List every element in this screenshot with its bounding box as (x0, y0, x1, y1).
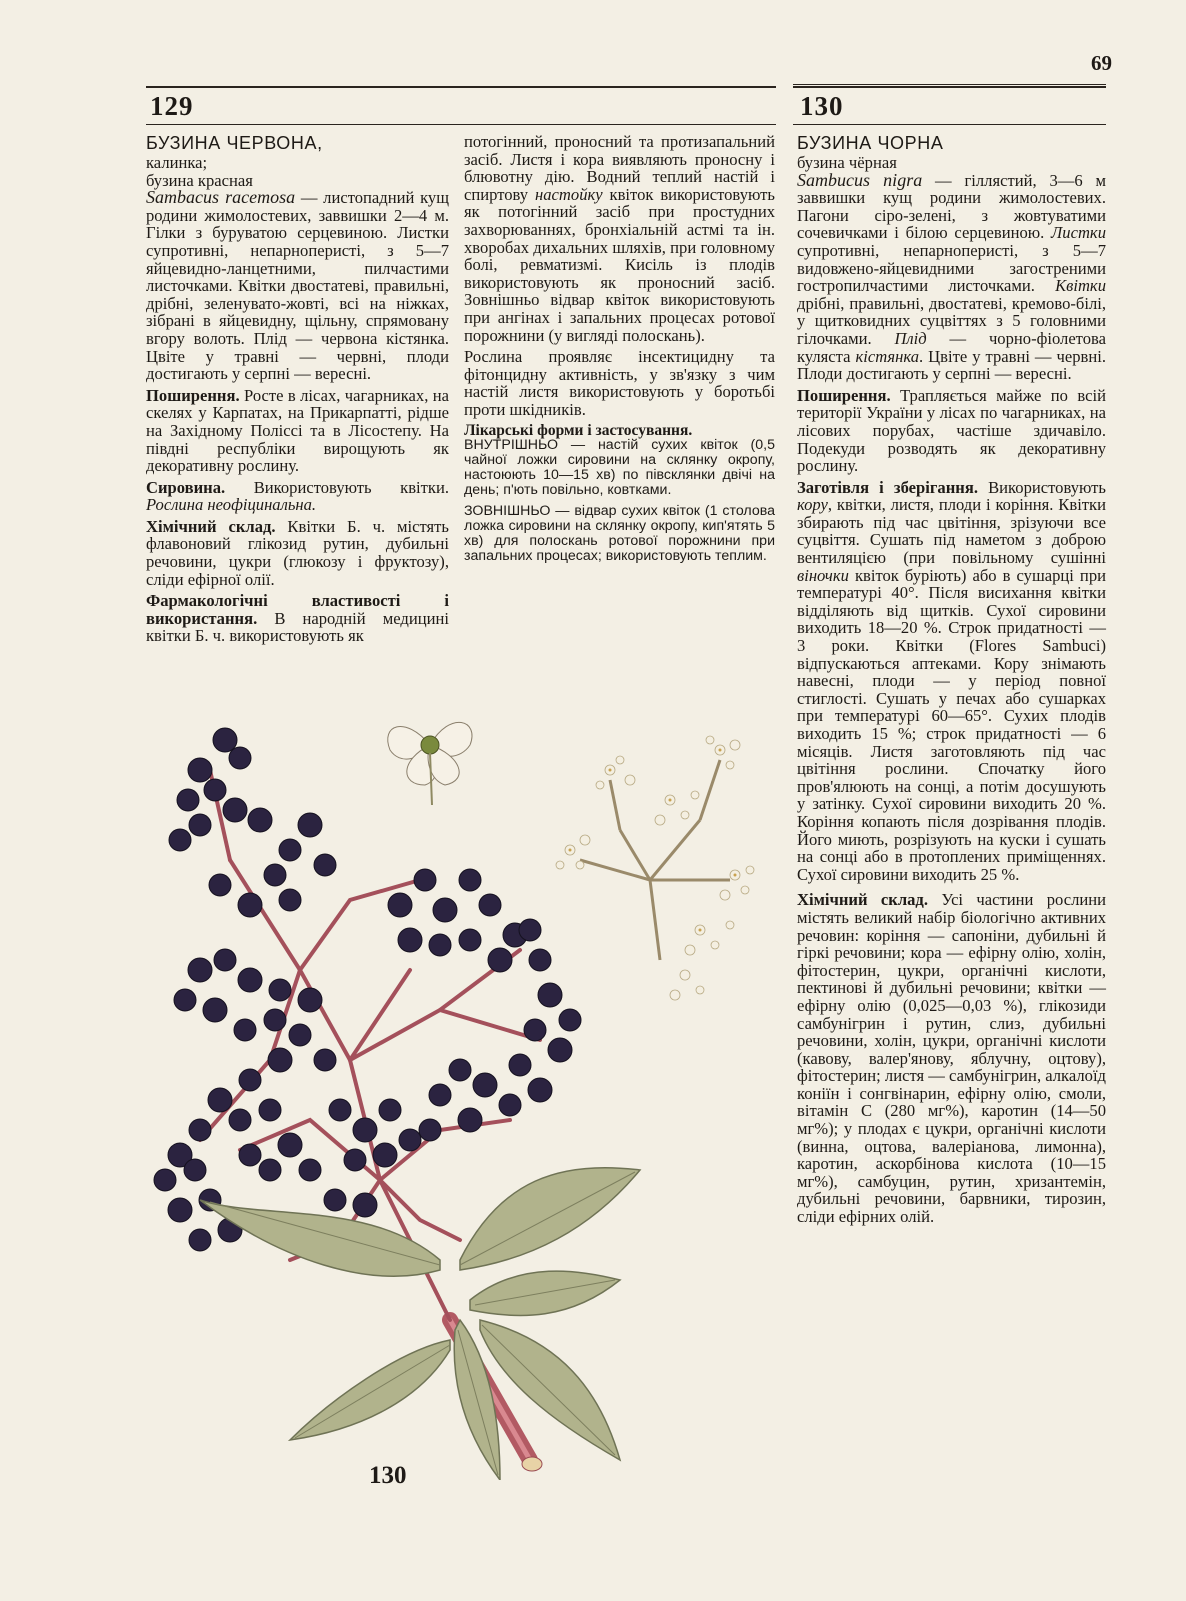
bark-word: кору (797, 495, 828, 515)
description: — чорно-фіолетова куляста (797, 328, 1106, 366)
header-rule-right (793, 86, 1106, 88)
section-rule-left (146, 124, 776, 125)
harvest-text: квіток буріють) або в сушарці при температурі 40°. Після висихання квітки відділяють від щитків. Сухої сировини виходить 18—20 %. Строк придатності — 3 роки. Квітки (Flores Sambuci) відпускаються аптеками. Кору знімають навесні, плоди — у період повної стиглості. Сушать у печах або сушарках при температурі 60—65°. Сухих плодів виходить 15 %; строк придатності — 6 місяців. Листя заготовляють під час цвітіння рослини. Спочатку його пров'ялюють на сонці, а потім досушують у затінку. Сухої сировини виходить 20 %. Коріння копають після дозрівання плодів. Його миють, розрізують на куски і сушать на сонці або в протоплених приміщеннях. Сухої сировини виходить 25 %. (797, 565, 1106, 884)
fruit-word: кістянка (855, 346, 920, 366)
raw-label: Сировина. (146, 477, 226, 497)
external-text: — відвар сухих квіток (1 столова ложка сировини на склянку окропу, кип'ятять 5 хв) для полоскань ротової порожнини при запальних процесах; використовують теплим. (464, 502, 775, 564)
corolla-word: віночки (797, 565, 849, 585)
usage-text: потогінний, проносний та протизапальний засіб. Листя і кора виявляють проносну і блювотну дію. Водний теплий настій і спиртову (464, 132, 775, 204)
raw-text: Використовують квітки. (225, 477, 449, 497)
enlarged-flower (388, 722, 472, 805)
column-left (146, 133, 449, 645)
spread-text: Росте в лісах, чагарниках, на скелях у Карпатах, на Прикарпатті, рідше на Західному Поліссі та в Лісостепу. На півдні республіки вирощують як декоративну рослину. (146, 385, 449, 476)
elderberry-illustration (140, 700, 780, 1480)
flower-cluster (556, 736, 754, 1000)
synonym: бузина красная (146, 170, 253, 190)
usage-text-cont: квіток використовують як потогінний засіб при простудних захворюваннях, бронхіальній астмі та ін. хворобах дихальних шляхів, при головному болі, ревматизмі. Кисіль із плодів використовують як проносний засіб. Зовнішньо відвар квіток використовують при ангінах і запальних процесах ротової порожнини (у вигляді полоскань). (464, 184, 775, 345)
forms-heading: Лікарські форми і застосування. (464, 421, 693, 439)
description: . Цвіте у травні — червні. Плоди достигають у серпні — вересні. (797, 346, 1106, 384)
harvest-label: Заготівля і зберігання. (797, 477, 978, 497)
latin-dash: — (295, 188, 318, 208)
external-label: ЗОВНІШНЬО (464, 502, 551, 519)
entry-title: БУЗИНА ЧОРНА (797, 133, 944, 153)
harvest-text: , квітки, листя, плоди і коріння. Квітки збирають під час цвітіння, зрізуючи все суцвіття. Сушать під наметом з доброю вентиляцією (при повільному сушінні (797, 495, 1106, 568)
leaves-label: Листки (1051, 223, 1106, 243)
description: дрібні, правильні, двостатеві, кремово-білі, у щитковидних суцвіттях з 5 головними гілочками. (797, 293, 1106, 348)
latin-dash: — (922, 170, 952, 190)
spread-label: Поширення. (146, 385, 240, 405)
leaves (200, 1168, 640, 1480)
entry-title: БУЗИНА ЧЕРВОНА, (146, 133, 323, 153)
fruit-label: Плід (894, 328, 927, 348)
internal-text: — настій сухих квіток (0,5 чайної ложки сировини на склянку окропу, настоюють 10—15 хв) по півсклянки двічі на день; п'ють повільно, ковтками. (464, 436, 775, 498)
raw-note: Рослина неофіцинальна. (146, 495, 317, 515)
column-middle (464, 133, 775, 564)
description: гіллястий, 3—6 м заввишки кущ родини жимолостевих. Пагони сіро-зелені, з жовтуватими сочевичками і білою серцевиною. (797, 170, 1106, 243)
internal-label: ВНУТРІШНЬО (464, 436, 559, 453)
insecticide-text: Рослина проявляє інсектицидну та фітонцидну активність, у зв'язку з чим настій листя використовують у боротьбі проти шкідників. (464, 347, 775, 419)
tincture-word: настойку (535, 184, 603, 204)
harvest-text: Використовують (977, 477, 1107, 497)
page-number: 69 (1091, 51, 1112, 75)
synonym: бузина чёрная (797, 153, 897, 172)
description: листопадний кущ родини жимолостевих, заввишки 2—4 м. Гілки з буруватою серцевиною. Листки супротивні, непарноперисті, з 5—7 яйцевидно-ланцетними, пилчастими листочками. Квітки двостатеві, правильні, дрібні, зеленувато-жовті, всі на ніжках, зібрані в яйцевидну, щільну, спрямовану вгору волоть. Плід — червона кістянка. Цвіте у травні — червні, плоди достигають у серпні — вересні. (146, 188, 449, 384)
section-number-129: 129 (150, 91, 194, 121)
column-right (797, 133, 1106, 1226)
pharm-label: Фармакологічні властивості і використання. (146, 591, 449, 628)
section-rule-right (793, 124, 1106, 125)
latin-name: Sambacus racemosa (146, 187, 296, 208)
figure-caption: 130 (369, 1462, 407, 1489)
header-rule-left (146, 86, 776, 88)
chem-label: Хімічний склад. (797, 890, 928, 910)
pharm-text: В народній медицині квітки Б. ч. використовують як (146, 608, 449, 646)
chem-text: Усі частини рослини містять великий набір біологічно активних речовин: коріння — сапоніни, дубильні й гіркі речовини; кора — ефірну олію, холін, фітостерин, цукри, органічні кислоти, пектинові й дубильні речовини; квітки — ефірну олію (0,025—0,03 %), глікозиди самбунігрин і рутин, слиз, дубильні речовини, холін, цукри, органічні кислоти (кавову, валер'янову, яблучну, оцтову), фітостерин; листя — самбунігрин, алкалоїд коніїн і сонгвінарин, ефірну олію, смоли, вітамін С (280 мг%), каротин (14—50 мг%); у плодах є цукри, органічні кислоти (винна, оцтова, валеріанова, лимонна), каротин, аскорбінова кислота (10—15 мг%), самбуцин, рутин, хризантемін, дубильні речовини, барвники, тирозин, сліди ефірних олій. (797, 890, 1106, 1227)
chem-label: Хімічний склад. (146, 516, 276, 536)
header-rule-top-right (793, 84, 1106, 85)
description: супротивні, непарноперисті, з 5—7 видовжено-яйцевидними загостреними гостропилчастими листочками. (797, 240, 1106, 296)
chem-text: Квітки Б. ч. містять флавоновий глікозид рутин, дубильні речовини, цукри (глюкозу і фруктозу), сліди ефірної олії. (146, 516, 449, 589)
spread-text: Трапляється майже по всій території України у лісах по чагарниках, на лісових порубах, частіше здичавіло. Подекуди розводять як декоративну рослину. (797, 385, 1106, 476)
synonym: калинка; (146, 153, 208, 172)
section-number-130: 130 (800, 91, 844, 121)
spread-label: Поширення. (797, 385, 891, 405)
latin-name: Sambucus nigra (797, 169, 923, 190)
flowers-label: Квітки (1055, 276, 1106, 296)
